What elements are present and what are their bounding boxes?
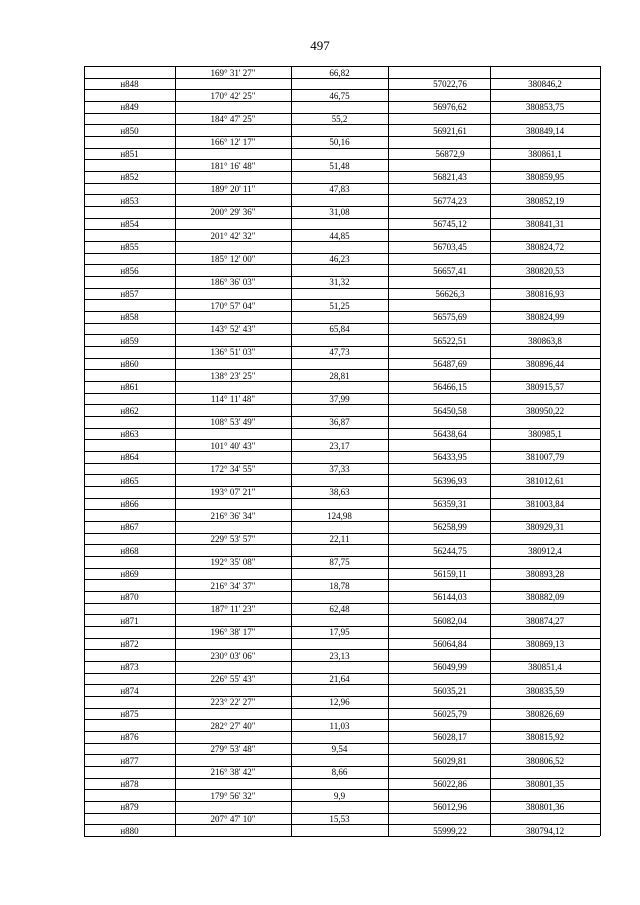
x-coordinate: 56433,95 bbox=[433, 452, 467, 463]
segment-length: 12,96 bbox=[329, 697, 350, 708]
direction-angle: 223° 22' 27" bbox=[210, 697, 256, 708]
point-label: н848 bbox=[120, 79, 139, 90]
x-coordinate: 56976,62 bbox=[433, 102, 467, 113]
table-column-divider bbox=[388, 533, 389, 556]
segment-length: 17,95 bbox=[329, 627, 350, 638]
table-column-divider bbox=[388, 253, 389, 276]
segment-length: 22,11 bbox=[329, 534, 350, 545]
table-rule bbox=[84, 836, 600, 837]
table-column-divider bbox=[388, 183, 389, 206]
y-coordinate: 380929,31 bbox=[525, 522, 565, 533]
segment-length: 55,2 bbox=[331, 114, 348, 125]
table-column-divider bbox=[388, 813, 389, 836]
y-coordinate: 380820,53 bbox=[525, 265, 565, 276]
segment-length: 21,64 bbox=[329, 674, 350, 685]
direction-angle: 279° 53' 48" bbox=[210, 744, 256, 755]
x-coordinate: 56657,41 bbox=[433, 265, 467, 276]
table-column-divider bbox=[388, 603, 389, 626]
y-coordinate: 381012,61 bbox=[525, 475, 565, 486]
direction-angle: 136° 51' 03" bbox=[210, 347, 256, 358]
x-coordinate: 56872,9 bbox=[435, 149, 465, 160]
direction-angle: 216° 34' 37" bbox=[210, 580, 256, 591]
table-column-divider bbox=[388, 159, 389, 182]
table-column-divider bbox=[388, 719, 389, 742]
segment-length: 50,16 bbox=[329, 137, 350, 148]
point-label: н850 bbox=[120, 125, 139, 136]
x-coordinate: 56626,3 bbox=[435, 289, 465, 300]
y-coordinate: 380863,8 bbox=[528, 335, 562, 346]
table-column-divider bbox=[388, 743, 389, 766]
point-label: н875 bbox=[120, 709, 139, 720]
table-column-divider bbox=[388, 346, 389, 369]
direction-angle: 108° 53' 49" bbox=[210, 417, 256, 428]
segment-length: 46,75 bbox=[329, 90, 350, 101]
x-coordinate: 56244,75 bbox=[433, 545, 467, 556]
direction-angle: 166° 12' 17" bbox=[210, 137, 256, 148]
x-coordinate: 56064,84 bbox=[433, 639, 467, 650]
point-label: н865 bbox=[120, 475, 139, 486]
y-coordinate: 380835,59 bbox=[525, 685, 565, 696]
x-coordinate: 56082,04 bbox=[433, 615, 467, 626]
point-label: н880 bbox=[120, 825, 139, 836]
x-coordinate: 56745,12 bbox=[433, 219, 467, 230]
table-column-divider bbox=[388, 136, 389, 159]
y-coordinate: 381003,84 bbox=[525, 499, 565, 510]
table-column-divider bbox=[388, 89, 389, 112]
segment-length: 38,63 bbox=[329, 487, 350, 498]
direction-angle: 101° 40' 43" bbox=[210, 440, 256, 451]
segment-length: 23,17 bbox=[329, 440, 350, 451]
y-coordinate: 380950,22 bbox=[525, 405, 565, 416]
y-coordinate: 380852,19 bbox=[525, 195, 565, 206]
x-coordinate: 56035,21 bbox=[433, 685, 467, 696]
y-coordinate: 380912,4 bbox=[528, 545, 562, 556]
y-coordinate: 380815,92 bbox=[525, 732, 565, 743]
segment-length: 51,48 bbox=[329, 160, 350, 171]
point-label: н872 bbox=[120, 639, 139, 650]
point-label: н879 bbox=[120, 802, 139, 813]
y-coordinate: 380841,31 bbox=[525, 219, 565, 230]
x-coordinate: 56487,69 bbox=[433, 359, 467, 370]
y-coordinate: 380896,44 bbox=[525, 359, 565, 370]
y-coordinate: 380806,52 bbox=[525, 755, 565, 766]
y-coordinate: 381007,79 bbox=[525, 452, 565, 463]
table-column-divider bbox=[388, 369, 389, 392]
y-coordinate: 380874,27 bbox=[525, 615, 565, 626]
y-coordinate: 380861,1 bbox=[528, 149, 562, 160]
point-label: н857 bbox=[120, 289, 139, 300]
y-coordinate: 380859,95 bbox=[525, 172, 565, 183]
direction-angle: 226° 55' 43" bbox=[210, 674, 256, 685]
point-label: н864 bbox=[120, 452, 139, 463]
page-number: 497 bbox=[310, 38, 330, 53]
segment-length: 47,83 bbox=[329, 184, 350, 195]
point-label: н869 bbox=[120, 569, 139, 580]
direction-angle: 172° 34' 55" bbox=[210, 464, 256, 475]
table-column-divider bbox=[388, 486, 389, 509]
x-coordinate: 56144,03 bbox=[433, 592, 467, 603]
point-label: н873 bbox=[120, 662, 139, 673]
point-label: н867 bbox=[120, 522, 139, 533]
table-column-divider bbox=[388, 206, 389, 229]
direction-angle: 216° 36' 34" bbox=[210, 510, 256, 521]
point-label: н876 bbox=[120, 732, 139, 743]
y-coordinate: 380801,36 bbox=[525, 802, 565, 813]
y-coordinate: 380816,93 bbox=[525, 289, 565, 300]
segment-length: 87,75 bbox=[329, 557, 350, 568]
direction-angle: 192° 35' 08" bbox=[210, 557, 256, 568]
y-coordinate: 380851,4 bbox=[528, 662, 562, 673]
x-coordinate: 56359,31 bbox=[433, 499, 467, 510]
direction-angle: 179° 56' 32" bbox=[210, 790, 256, 801]
segment-length: 37,99 bbox=[329, 394, 350, 405]
coordinates-table bbox=[84, 66, 600, 836]
y-coordinate: 380882,09 bbox=[525, 592, 565, 603]
point-label: н855 bbox=[120, 242, 139, 253]
y-coordinate: 380849,14 bbox=[525, 125, 565, 136]
direction-angle: 143° 52' 43" bbox=[210, 324, 256, 335]
point-label: н854 bbox=[120, 219, 139, 230]
table-column-divider bbox=[388, 393, 389, 416]
x-coordinate: 56703,45 bbox=[433, 242, 467, 253]
segment-length: 62,48 bbox=[329, 604, 350, 615]
segment-length: 124,98 bbox=[327, 510, 352, 521]
direction-angle: 201° 42' 32" bbox=[210, 230, 256, 241]
point-label: н874 bbox=[120, 685, 139, 696]
x-coordinate: 56029,81 bbox=[433, 755, 467, 766]
segment-length: 9,54 bbox=[331, 744, 348, 755]
x-coordinate: 56921,61 bbox=[433, 125, 467, 136]
direction-angle: 181° 16' 48" bbox=[210, 160, 256, 171]
segment-length: 44,85 bbox=[329, 230, 350, 241]
point-label: н858 bbox=[120, 312, 139, 323]
direction-angle: 187° 11' 23" bbox=[210, 604, 256, 615]
x-coordinate: 56028,17 bbox=[433, 732, 467, 743]
point-label: н862 bbox=[120, 405, 139, 416]
point-label: н856 bbox=[120, 265, 139, 276]
table-column-divider bbox=[388, 579, 389, 602]
y-coordinate: 380893,28 bbox=[525, 569, 565, 580]
x-coordinate: 56025,79 bbox=[433, 709, 467, 720]
x-coordinate: 56466,15 bbox=[433, 382, 467, 393]
x-coordinate: 56012,96 bbox=[433, 802, 467, 813]
x-coordinate: 56022,86 bbox=[433, 779, 467, 790]
point-label: н878 bbox=[120, 779, 139, 790]
direction-angle: 169° 31' 27" bbox=[210, 67, 256, 78]
x-coordinate: 57022,76 bbox=[433, 79, 467, 90]
y-coordinate: 380826,69 bbox=[525, 709, 565, 720]
x-coordinate: 56821,43 bbox=[433, 172, 467, 183]
direction-angle: 216° 38' 42" bbox=[210, 767, 256, 778]
x-coordinate: 56438,64 bbox=[433, 429, 467, 440]
table-column-divider bbox=[388, 463, 389, 486]
x-coordinate: 56049,99 bbox=[433, 662, 467, 673]
point-label: н851 bbox=[120, 149, 139, 160]
point-label: н877 bbox=[120, 755, 139, 766]
y-coordinate: 380915,57 bbox=[525, 382, 565, 393]
direction-angle: 200° 29' 36" bbox=[210, 207, 256, 218]
point-label: н871 bbox=[120, 615, 139, 626]
y-coordinate: 380846,2 bbox=[528, 79, 562, 90]
direction-angle: 184° 47' 25" bbox=[210, 114, 256, 125]
y-coordinate: 380824,99 bbox=[525, 312, 565, 323]
table-column-divider bbox=[388, 299, 389, 322]
segment-length: 65,84 bbox=[329, 324, 350, 335]
segment-length: 36,87 bbox=[329, 417, 350, 428]
segment-length: 31,08 bbox=[329, 207, 350, 218]
table-column-divider bbox=[388, 323, 389, 346]
point-label: н860 bbox=[120, 359, 139, 370]
segment-length: 15,53 bbox=[329, 814, 350, 825]
table-column-divider bbox=[388, 766, 389, 789]
table-column-divider bbox=[388, 439, 389, 462]
table-column-divider bbox=[388, 673, 389, 696]
direction-angle: 196° 38' 17" bbox=[210, 627, 256, 638]
direction-angle: 185° 12' 00" bbox=[210, 254, 256, 265]
direction-angle: 230° 03' 06" bbox=[210, 650, 256, 661]
point-label: н852 bbox=[120, 172, 139, 183]
table-column-divider bbox=[388, 649, 389, 672]
y-coordinate: 380853,75 bbox=[525, 102, 565, 113]
direction-angle: 170° 57' 04" bbox=[210, 300, 256, 311]
segment-length: 8,66 bbox=[331, 767, 348, 778]
segment-length: 11,03 bbox=[329, 720, 350, 731]
direction-angle: 207° 47' 10" bbox=[210, 814, 256, 825]
point-label: н849 bbox=[120, 102, 139, 113]
point-label: н868 bbox=[120, 545, 139, 556]
direction-angle: 186° 36' 03" bbox=[210, 277, 256, 288]
x-coordinate: 56522,51 bbox=[433, 335, 467, 346]
table-column-divider bbox=[388, 113, 389, 136]
table-column-divider bbox=[388, 789, 389, 812]
direction-angle: 229° 53' 57" bbox=[210, 534, 256, 545]
table-column-divider bbox=[388, 229, 389, 252]
direction-angle: 189° 20' 11" bbox=[210, 184, 256, 195]
segment-length: 51,25 bbox=[329, 300, 350, 311]
y-coordinate: 380794,12 bbox=[525, 825, 565, 836]
x-coordinate: 56159,11 bbox=[433, 569, 467, 580]
x-coordinate: 56450,58 bbox=[433, 405, 467, 416]
y-coordinate: 380869,13 bbox=[525, 639, 565, 650]
table-column-divider bbox=[600, 66, 601, 836]
segment-length: 66,82 bbox=[329, 67, 350, 78]
segment-length: 46,23 bbox=[329, 254, 350, 265]
point-label: н870 bbox=[120, 592, 139, 603]
segment-length: 37,33 bbox=[329, 464, 350, 475]
segment-length: 47,73 bbox=[329, 347, 350, 358]
point-label: н866 bbox=[120, 499, 139, 510]
segment-length: 28,81 bbox=[329, 370, 350, 381]
segment-length: 18,78 bbox=[329, 580, 350, 591]
table-column-divider bbox=[388, 626, 389, 649]
y-coordinate: 380824,72 bbox=[525, 242, 565, 253]
point-label: н863 bbox=[120, 429, 139, 440]
direction-angle: 193° 07' 21" bbox=[210, 487, 256, 498]
segment-length: 31,32 bbox=[329, 277, 350, 288]
point-label: н861 bbox=[120, 382, 139, 393]
direction-angle: 114° 11' 48" bbox=[210, 394, 256, 405]
y-coordinate: 380801,35 bbox=[525, 779, 565, 790]
x-coordinate: 56774,23 bbox=[433, 195, 467, 206]
y-coordinate: 380985,1 bbox=[528, 429, 562, 440]
table-column-divider bbox=[388, 556, 389, 579]
table-column-divider bbox=[388, 416, 389, 439]
segment-length: 9,9 bbox=[333, 790, 346, 801]
segment-length: 23,13 bbox=[329, 650, 350, 661]
direction-angle: 138° 23' 25" bbox=[210, 370, 256, 381]
x-coordinate: 56258,99 bbox=[433, 522, 467, 533]
table-column-divider bbox=[388, 276, 389, 299]
x-coordinate: 55999,22 bbox=[433, 825, 467, 836]
table-column-divider bbox=[388, 509, 389, 532]
direction-angle: 282° 27' 40" bbox=[210, 720, 256, 731]
point-label: н859 bbox=[120, 335, 139, 346]
direction-angle: 170° 42' 25" bbox=[210, 90, 256, 101]
table-column-divider bbox=[388, 696, 389, 719]
table-column-divider bbox=[388, 66, 389, 89]
x-coordinate: 56396,93 bbox=[433, 475, 467, 486]
point-label: н853 bbox=[120, 195, 139, 206]
x-coordinate: 56575,69 bbox=[433, 312, 467, 323]
